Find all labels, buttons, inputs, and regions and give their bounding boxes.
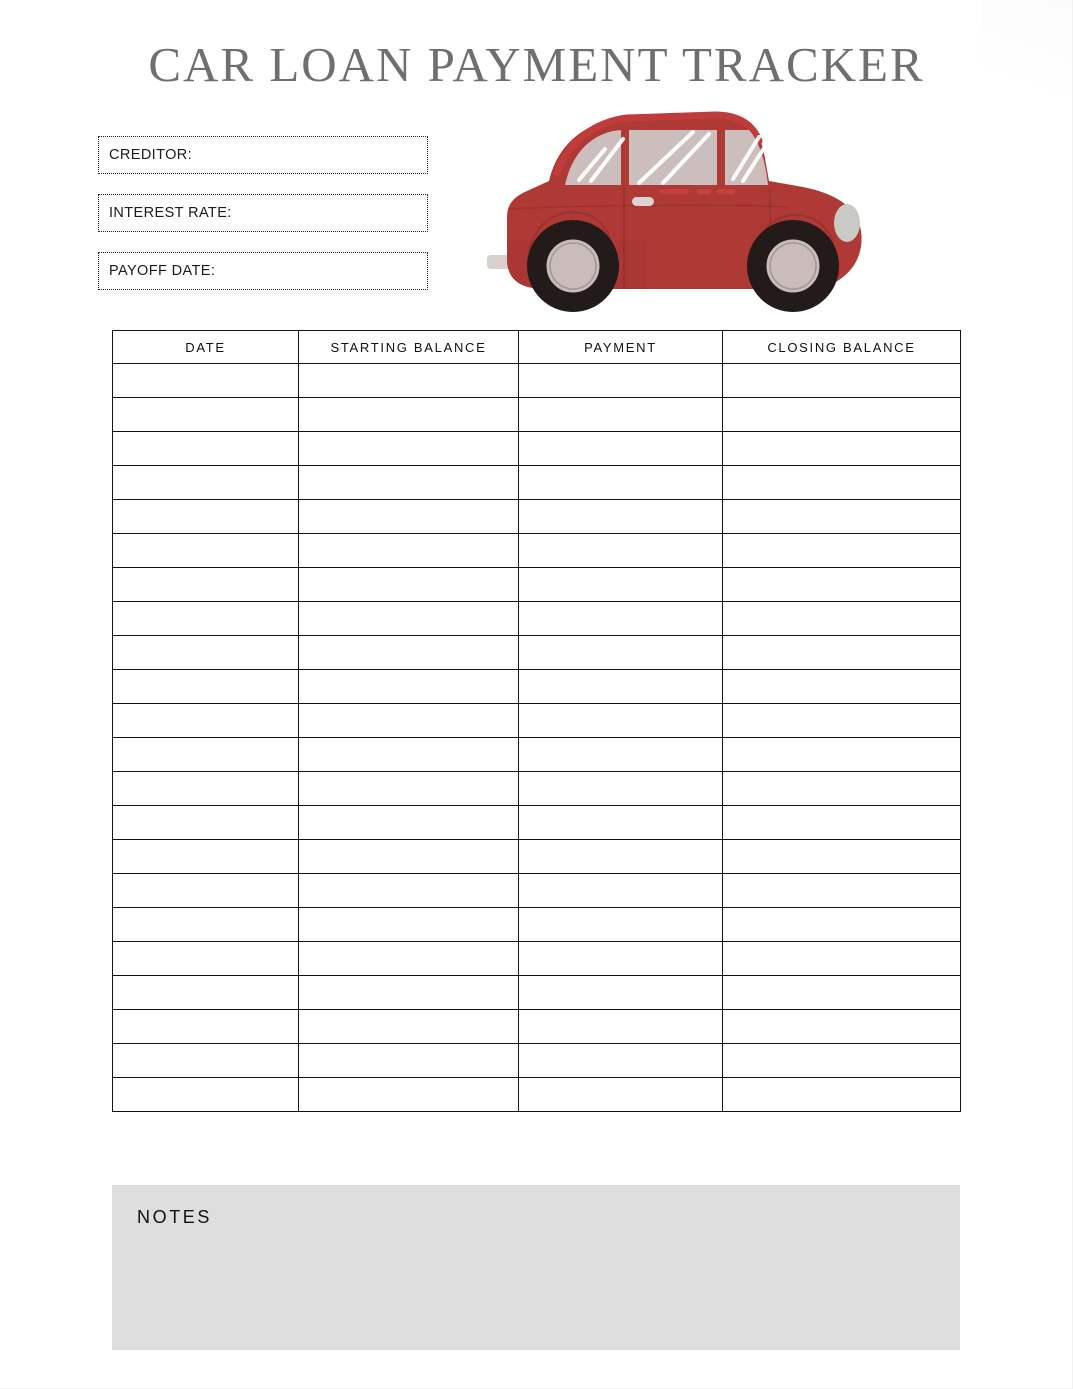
table-cell[interactable] xyxy=(299,908,519,942)
table-cell[interactable] xyxy=(299,1078,519,1112)
table-row xyxy=(113,670,961,704)
table-cell[interactable] xyxy=(113,568,299,602)
table-cell[interactable] xyxy=(113,738,299,772)
table-row xyxy=(113,908,961,942)
table-cell[interactable] xyxy=(113,1078,299,1112)
table-cell[interactable] xyxy=(723,534,961,568)
table-cell[interactable] xyxy=(723,398,961,432)
red-car-illustration xyxy=(487,101,877,313)
table-row xyxy=(113,738,961,772)
table-cell[interactable] xyxy=(519,976,723,1010)
table-cell[interactable] xyxy=(519,500,723,534)
table-cell[interactable] xyxy=(519,432,723,466)
info-fields-group xyxy=(98,136,428,310)
table-cell[interactable] xyxy=(519,874,723,908)
table-cell[interactable] xyxy=(299,738,519,772)
notes-label: NOTES xyxy=(137,1207,213,1227)
table-row xyxy=(113,534,961,568)
column-header-date: DATE xyxy=(113,331,299,364)
table-row xyxy=(113,772,961,806)
table-cell[interactable] xyxy=(113,1044,299,1078)
table-header xyxy=(113,331,961,364)
table-cell[interactable] xyxy=(113,704,299,738)
creditor-label: CREDITOR: xyxy=(109,147,193,163)
table-cell[interactable] xyxy=(113,534,299,568)
table-cell[interactable] xyxy=(723,1010,961,1044)
payment-table-container xyxy=(112,330,960,1112)
table-cell[interactable] xyxy=(519,1078,723,1112)
table-cell[interactable] xyxy=(519,738,723,772)
table-cell[interactable] xyxy=(113,1010,299,1044)
table-row xyxy=(113,1078,961,1112)
table-cell[interactable] xyxy=(723,874,961,908)
table-row xyxy=(113,636,961,670)
column-header-closing-balance: CLOSING BALANCE xyxy=(723,331,961,364)
table-cell[interactable] xyxy=(723,942,961,976)
table-cell[interactable] xyxy=(519,1044,723,1078)
table-cell[interactable] xyxy=(723,636,961,670)
table-cell[interactable] xyxy=(113,806,299,840)
table-cell[interactable] xyxy=(299,840,519,874)
table-cell[interactable] xyxy=(299,534,519,568)
table-cell[interactable] xyxy=(723,704,961,738)
table-cell[interactable] xyxy=(723,1044,961,1078)
table-cell[interactable] xyxy=(519,806,723,840)
table-cell[interactable] xyxy=(723,738,961,772)
table-cell[interactable] xyxy=(299,806,519,840)
table-body xyxy=(113,364,961,1112)
table-cell[interactable] xyxy=(723,806,961,840)
table-row xyxy=(113,704,961,738)
table-cell[interactable] xyxy=(113,466,299,500)
table-row xyxy=(113,874,961,908)
table-cell[interactable] xyxy=(299,976,519,1010)
table-cell[interactable] xyxy=(299,636,519,670)
payoff-date-label: PAYOFF DATE: xyxy=(109,263,216,279)
table-cell[interactable] xyxy=(113,670,299,704)
table-row xyxy=(113,432,961,466)
table-cell[interactable] xyxy=(519,568,723,602)
table-row xyxy=(113,806,961,840)
table-cell[interactable] xyxy=(519,364,723,398)
table-row xyxy=(113,398,961,432)
table-row xyxy=(113,602,961,636)
table-cell[interactable] xyxy=(113,840,299,874)
table-cell[interactable] xyxy=(113,602,299,636)
table-cell[interactable] xyxy=(299,1010,519,1044)
table-cell[interactable] xyxy=(299,568,519,602)
table-cell[interactable] xyxy=(113,772,299,806)
table-row xyxy=(113,364,961,398)
table-cell[interactable] xyxy=(299,874,519,908)
table-cell[interactable] xyxy=(113,976,299,1010)
table-cell[interactable] xyxy=(299,602,519,636)
table-cell[interactable] xyxy=(519,534,723,568)
table-cell[interactable] xyxy=(299,500,519,534)
table-row xyxy=(113,1044,961,1078)
interest-rate-label: INTEREST RATE: xyxy=(109,205,232,221)
table-cell[interactable] xyxy=(519,636,723,670)
table-cell[interactable] xyxy=(113,398,299,432)
table-cell[interactable] xyxy=(519,466,723,500)
table-cell[interactable] xyxy=(519,908,723,942)
table-cell[interactable] xyxy=(723,840,961,874)
table-cell[interactable] xyxy=(723,1078,961,1112)
table-cell[interactable] xyxy=(113,432,299,466)
table-row xyxy=(113,568,961,602)
table-cell[interactable] xyxy=(519,840,723,874)
table-cell[interactable] xyxy=(299,398,519,432)
table-cell[interactable] xyxy=(299,704,519,738)
table-cell[interactable] xyxy=(519,942,723,976)
table-cell[interactable] xyxy=(723,500,961,534)
table-row xyxy=(113,840,961,874)
table-cell[interactable] xyxy=(519,602,723,636)
page-title: CAR LOAN PAYMENT TRACKER xyxy=(148,37,925,92)
notes-section[interactable] xyxy=(112,1185,960,1350)
table-cell[interactable] xyxy=(723,432,961,466)
table-cell[interactable] xyxy=(519,670,723,704)
payoff-date-field[interactable] xyxy=(98,252,428,290)
table-cell[interactable] xyxy=(519,398,723,432)
table-cell[interactable] xyxy=(299,432,519,466)
table-row xyxy=(113,466,961,500)
interest-rate-field[interactable] xyxy=(98,194,428,232)
creditor-field[interactable] xyxy=(98,136,428,174)
table-cell[interactable] xyxy=(113,364,299,398)
table-header-row xyxy=(113,331,961,364)
table-cell[interactable] xyxy=(113,874,299,908)
table-row xyxy=(113,976,961,1010)
table-cell[interactable] xyxy=(723,466,961,500)
table-row xyxy=(113,1010,961,1044)
table-cell[interactable] xyxy=(519,704,723,738)
column-header-starting-balance: STARTING BALANCE xyxy=(299,331,519,364)
table-cell[interactable] xyxy=(299,466,519,500)
table-cell[interactable] xyxy=(723,670,961,704)
table-cell[interactable] xyxy=(723,772,961,806)
table-cell[interactable] xyxy=(299,772,519,806)
table-cell[interactable] xyxy=(519,1010,723,1044)
table-row xyxy=(113,942,961,976)
table-cell[interactable] xyxy=(723,976,961,1010)
payment-table xyxy=(112,330,961,1112)
table-row xyxy=(113,500,961,534)
table-cell[interactable] xyxy=(299,364,519,398)
table-cell[interactable] xyxy=(519,772,723,806)
table-cell[interactable] xyxy=(113,500,299,534)
table-cell[interactable] xyxy=(113,908,299,942)
table-cell[interactable] xyxy=(723,602,961,636)
table-cell[interactable] xyxy=(299,942,519,976)
table-cell[interactable] xyxy=(723,364,961,398)
column-header-payment: PAYMENT xyxy=(519,331,723,364)
table-cell[interactable] xyxy=(723,908,961,942)
table-cell[interactable] xyxy=(113,636,299,670)
table-cell[interactable] xyxy=(113,942,299,976)
table-cell[interactable] xyxy=(723,568,961,602)
table-cell[interactable] xyxy=(299,670,519,704)
table-cell[interactable] xyxy=(299,1044,519,1078)
